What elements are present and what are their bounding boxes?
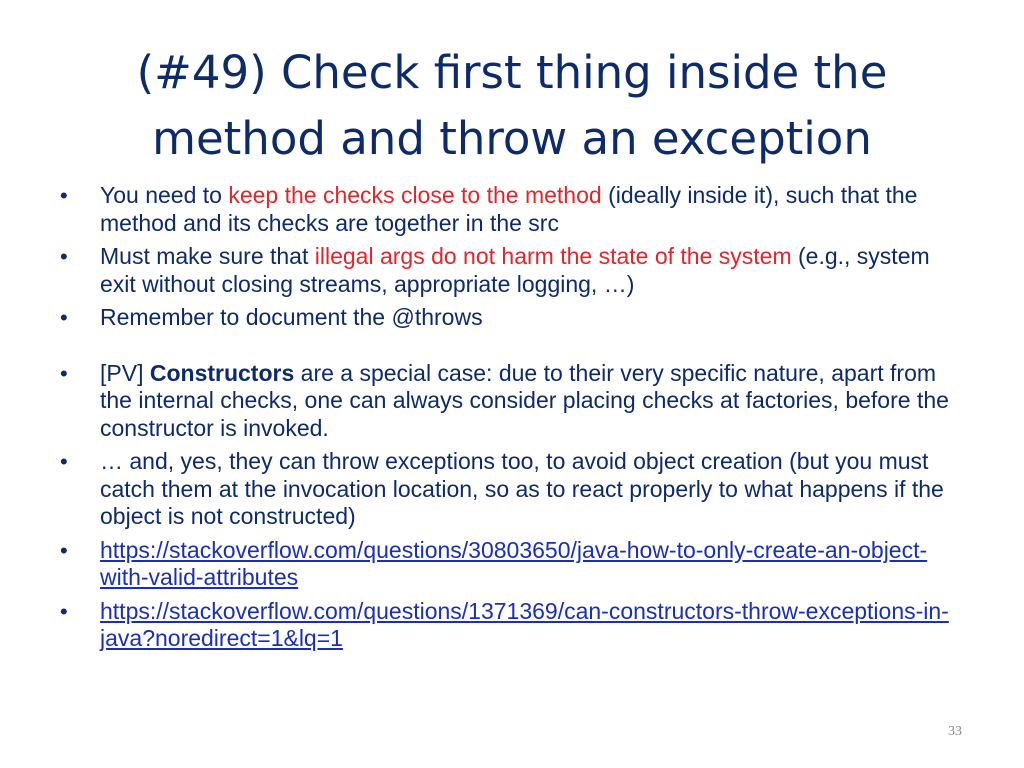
bullet-highlight: keep the checks close to the method	[228, 182, 602, 208]
slide-title	[60, 40, 964, 172]
bullet-icon: •	[60, 305, 68, 330]
bullet-bold: Constructors	[149, 359, 295, 386]
bullet-item-link-1	[58, 537, 968, 592]
bullet-item-link-2	[58, 598, 968, 653]
page-number: 33	[948, 724, 962, 739]
bullet-text-pre: You need to	[100, 182, 229, 208]
bullet-list	[58, 182, 968, 659]
bullet-highlight: illegal args do not harm the state of the system	[314, 243, 792, 269]
bullet-item-document-throws	[58, 304, 968, 332]
stackoverflow-link-1[interactable]: https://stackoverflow.com/questions/30803650/java-how-to-only-create-an-object-with-valid-attributes	[100, 536, 928, 590]
bullet-icon: •	[60, 537, 68, 563]
bullet-icon: •	[60, 183, 68, 208]
bullet-text-pre: Must make sure that	[100, 243, 315, 269]
bullet-icon: •	[60, 360, 68, 386]
title-line-2: method and throw an exception	[152, 112, 872, 165]
bullet-icon: •	[60, 244, 68, 269]
bullet-text: … and, yes, they can throw exceptions too, to avoid object creation (but you must catch them at the invocation location, so as to react properly to what happens if the object is not constructed)	[100, 448, 944, 529]
bullet-text-post: are a special case: due to their very specific nature, apart from the internal checks, one can always consider placing checks at factories, before the constructor is invoked.	[100, 359, 949, 441]
bullet-text-post: (e.g., system exit without closing streams, appropriate logging, …)	[100, 243, 930, 297]
title-line-1: (#49) Check first thing inside the	[136, 46, 888, 99]
bullet-item-illegal-args	[58, 243, 968, 298]
bullet-icon: •	[60, 449, 68, 474]
bullet-item-constructors	[58, 360, 968, 443]
bullet-item-throw-exceptions	[58, 448, 968, 531]
bullet-icon: •	[60, 598, 68, 624]
bullet-item-checks-close	[58, 182, 968, 237]
bullet-text-post: (ideally inside it), such that the method and its checks are together in the src	[100, 182, 918, 236]
stackoverflow-link-2[interactable]: https://stackoverflow.com/questions/1371369/can-constructors-throw-exceptions-in-java?noredirect=1&lq=1	[100, 597, 949, 651]
bullet-text-pre: [PV]	[100, 359, 150, 386]
bullet-text: Remember to document the @throws	[100, 304, 483, 330]
